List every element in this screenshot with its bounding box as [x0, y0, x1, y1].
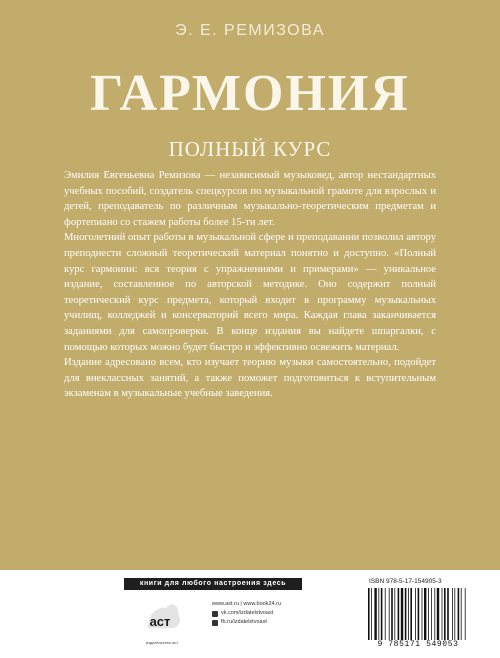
barcode: [366, 588, 470, 640]
fb-row: [212, 618, 372, 627]
publisher-logo-text: аст: [149, 614, 171, 629]
publisher-links: [212, 600, 372, 627]
vk-icon: [212, 611, 218, 617]
fb-link: fb.ru/izdatelstvoast: [221, 619, 267, 625]
websites-row: [212, 600, 372, 609]
description: [64, 168, 436, 402]
publisher-tagline: книги для любого настроения здесь: [124, 578, 302, 590]
description-paragraph-1: Эмилия Евгеньевна Ремизова — независимый музыковед, автор нестандартных учебных пособий, создатель спецкурсов по музыкальной грамоте для взрослых и детей, преподаватель по различным музыкально-теоретическим предметам и фортепиано со стажем работы более 15-ти лет.: [64, 170, 436, 228]
description-paragraph-3: Издание адресовано всем, кто изучает теорию музыки самостоятельно, подойдет для внеклассных занятий, а также поможет подготовиться к вступительным экзаменам в музыкальные учебные заведения.: [64, 357, 436, 400]
websites-text: www.ast.ru | www.book24.ru: [212, 601, 281, 607]
vk-link: vk.com/izdatelstvoast: [221, 610, 274, 616]
publisher-logo: [140, 598, 184, 640]
vk-row: [212, 609, 372, 618]
publisher-caption: издательство аст: [145, 640, 179, 645]
isbn-label: ISBN 978-5-17-154905-3: [369, 578, 442, 585]
book-title: ГАРМОНИЯ: [90, 65, 410, 122]
author-name: Э. Е. РЕМИЗОВА: [175, 22, 325, 39]
barcode-digits: 9 785171 549053: [377, 640, 459, 649]
facebook-icon: [212, 620, 218, 626]
description-paragraph-2: Многолетний опыт работы в музыкальной сфере и преподавании позволил автору преподнести сложный теоретический материал понятно и доступно. «Полный курс гармонии: вся теория с упражнениями и примерами» — уникальное издание, составленное по авторской методике. Оно содержит полный теоретический курс предмета, который входит в программу музыкальных училищ, колледжей и консерваторий всего мира. Каждая глава заканчивается заданиями для самопроверки. В конце издания вы найдете шпаргалки, с помощью которых можно будет быстро и эффективно освежить материал.: [64, 232, 436, 353]
book-subtitle: ПОЛНЫЙ КУРС: [168, 137, 332, 161]
